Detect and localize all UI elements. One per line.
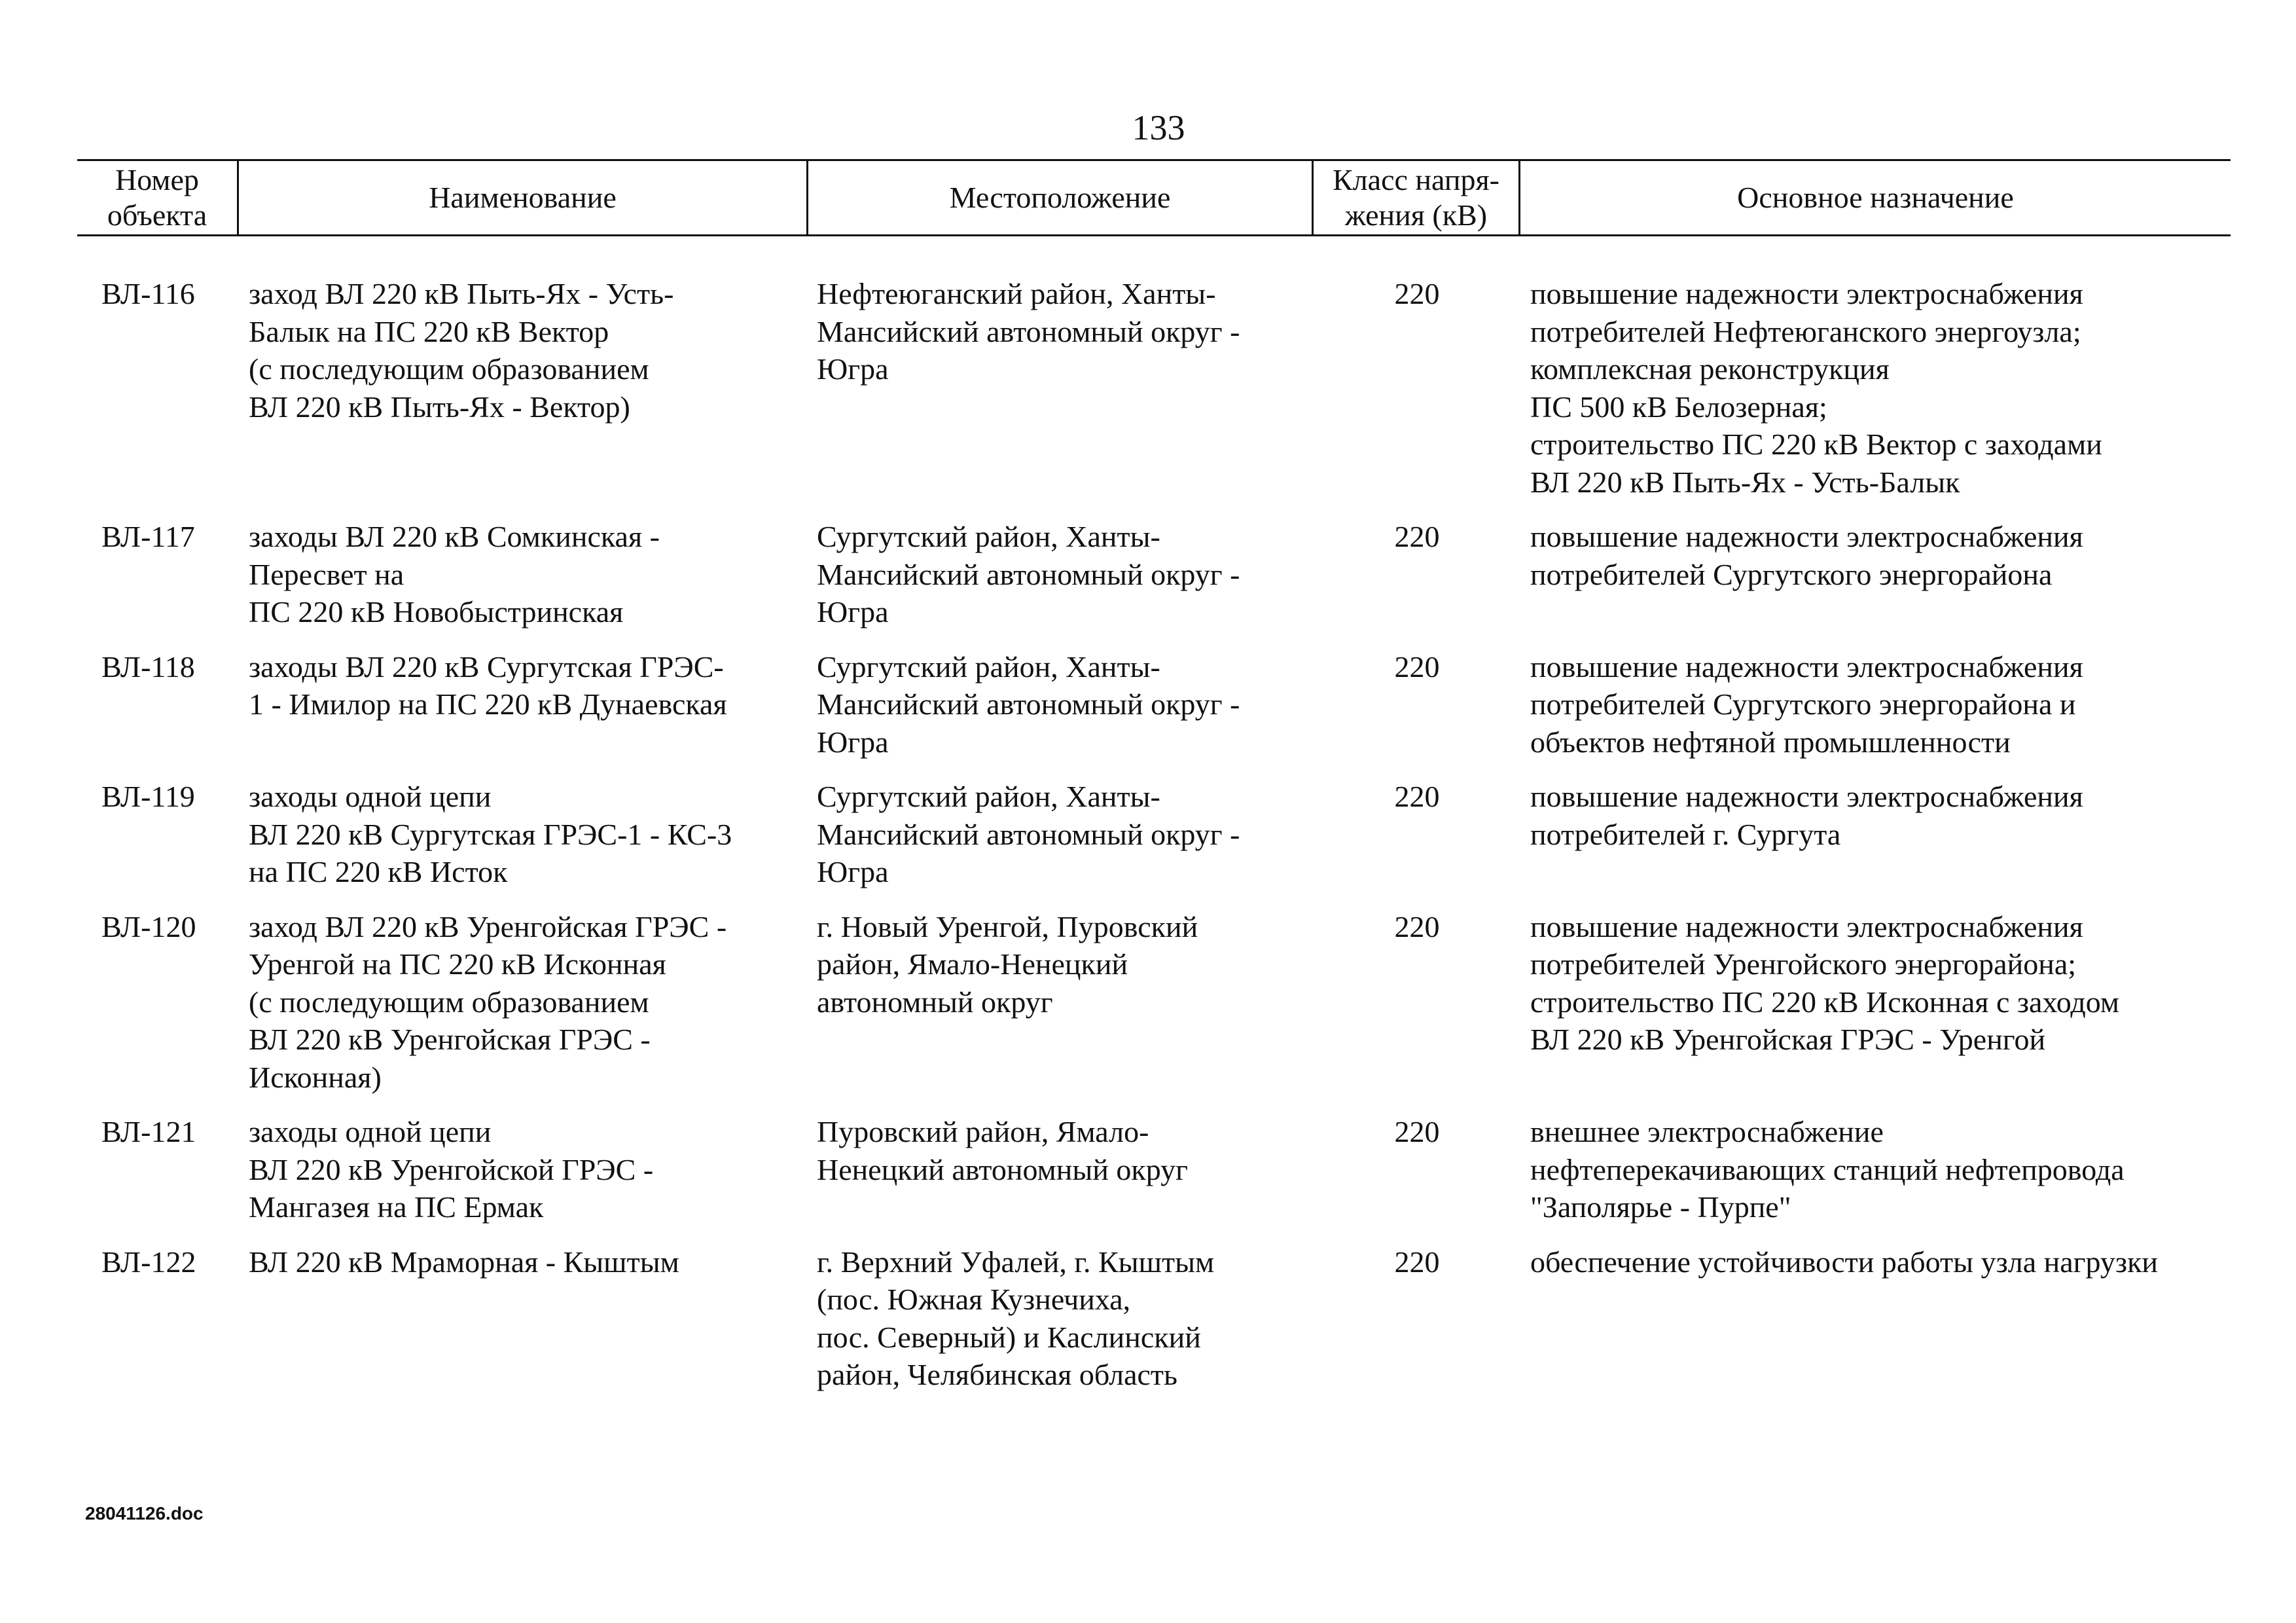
table-row xyxy=(0,778,2296,891)
object-location: Нефтеюганский район, Ханты- Мансийский автономный округ - Югра xyxy=(817,277,1240,386)
table-row xyxy=(0,518,2296,631)
object-name: заход ВЛ 220 кВ Пыть-Ях - Усть- Балык на ПС 220 кВ Вектор (с последующим образованием ВЛ 220 кВ Пыть-Ях - Вектор) xyxy=(249,277,674,424)
object-location: Сургутский район, Ханты- Мансийский автономный округ - Югра xyxy=(817,780,1240,888)
table-row xyxy=(0,275,2296,501)
object-location: Сургутский район, Ханты- Мансийский автономный округ - Югра xyxy=(817,649,1240,759)
object-purpose: повышение надежности электроснабжения потребителей Сургутского энергорайона xyxy=(1530,520,2083,591)
header-purpose: Основное назначение xyxy=(1737,181,2014,214)
table-row xyxy=(0,908,2296,1097)
object-number: ВЛ-118 xyxy=(101,649,195,684)
table-body xyxy=(0,275,2296,1411)
page-number: 133 xyxy=(1132,108,1185,147)
object-number: ВЛ-120 xyxy=(101,909,196,943)
object-number: ВЛ-119 xyxy=(101,780,195,813)
object-name: заходы ВЛ 220 кВ Сургутская ГРЭС- 1 - Имилор на ПС 220 кВ Дунаевская xyxy=(249,649,727,721)
object-voltage: 220 xyxy=(1394,277,1440,310)
object-name: заходы ВЛ 220 кВ Сомкинская - Пересвет на ПС 220 кВ Новобыстринская xyxy=(249,520,660,629)
object-location: г. Верхний Уфалей, г. Кыштым (пос. Южная Кузнечиха, пос. Северный) и Каслинский район, Челябинская область xyxy=(817,1245,1215,1391)
object-number: ВЛ-117 xyxy=(101,520,195,553)
object-name: заход ВЛ 220 кВ Уренгойская ГРЭС - Уренгой на ПС 220 кВ Исконная (с последующим образованием ВЛ 220 кВ Уренгойская ГРЭС - Исконная) xyxy=(249,909,727,1094)
object-location: Пуровский район, Ямало- Ненецкий автономный округ xyxy=(817,1115,1188,1186)
table-row xyxy=(0,1243,2296,1394)
header-voltage: Класс напря- жения (кВ) xyxy=(1333,163,1499,232)
object-voltage: 220 xyxy=(1394,520,1440,553)
object-number: ВЛ-116 xyxy=(101,277,195,310)
object-purpose: повышение надежности электроснабжения потребителей Уренгойского энергорайона; строительство ПС 220 кВ Исконная с заходом ВЛ 220 кВ Уренгойская ГРЭС - Уренгой xyxy=(1530,909,2120,1056)
object-location: Сургутский район, Ханты- Мансийский автономный округ - Югра xyxy=(817,520,1240,629)
object-number: ВЛ-122 xyxy=(101,1245,196,1279)
object-purpose: повышение надежности электроснабжения потребителей Нефтеюганского энергоузла; комплексная реконструкция ПС 500 кВ Белозерная; строительство ПС 220 кВ Вектор с заходами ВЛ 220 кВ Пыть-Ях - Усть-Балык xyxy=(1530,277,2102,499)
object-voltage: 220 xyxy=(1394,780,1440,813)
object-purpose: повышение надежности электроснабжения потребителей г. Сургута xyxy=(1530,780,2083,851)
object-voltage: 220 xyxy=(1394,649,1440,684)
document-filename: 28041126.doc xyxy=(85,1503,204,1523)
object-voltage: 220 xyxy=(1394,909,1440,943)
header-location: Местоположение xyxy=(949,181,1171,214)
object-name: заходы одной цепи ВЛ 220 кВ Уренгойской ГРЭС - Мангазея на ПС Ермак xyxy=(249,1115,654,1224)
table-row xyxy=(0,648,2296,761)
object-purpose: обеспечение устойчивости работы узла нагрузки xyxy=(1530,1245,2159,1279)
table-row xyxy=(0,1113,2296,1226)
object-purpose: повышение надежности электроснабжения потребителей Сургутского энергорайона и объектов нефтяной промышленности xyxy=(1530,649,2083,759)
object-number: ВЛ-121 xyxy=(101,1115,196,1148)
object-location: г. Новый Уренгой, Пуровский район, Ямало-Ненецкий автономный округ xyxy=(817,909,1198,1019)
object-voltage: 220 xyxy=(1394,1115,1440,1148)
object-purpose: внешнее электроснабжение нефтеперекачивающих станций нефтепровода "Заполярье - Пурпе" xyxy=(1530,1115,2125,1224)
header-name: Наименование xyxy=(429,181,617,214)
header-number: Номер объекта xyxy=(107,163,207,232)
object-name: заходы одной цепи ВЛ 220 кВ Сургутская ГРЭС-1 - КС-3 на ПС 220 кВ Исток xyxy=(249,780,732,888)
object-voltage: 220 xyxy=(1394,1245,1440,1279)
object-name: ВЛ 220 кВ Мраморная - Кыштым xyxy=(249,1245,679,1279)
